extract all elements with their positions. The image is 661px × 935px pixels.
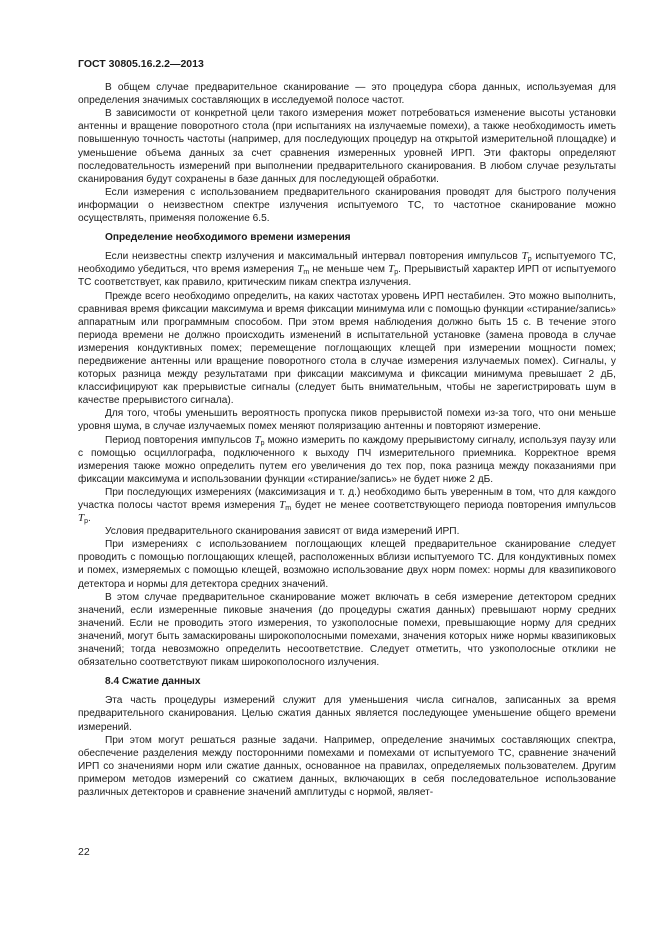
symbol: T	[521, 250, 528, 263]
document-page	[78, 58, 616, 799]
symbol: T	[279, 499, 286, 511]
paragraph: Для того, чтобы уменьшить вероятность пропуска пиков прерывистой помехи из-за того, что они меньше уровня шума, в случае излучаемых помех меняют поляризацию антенны и повторяют измерение.	[78, 408, 616, 433]
symbol: T	[78, 512, 85, 525]
paragraph: В зависимости от конкретной цели такого измерения может потребоваться изменение высоты установки антенны и вращение поворотного стола (при испытаниях на излучаемые помехи), а также необходимость иметь повышенную точность частоты (например, для последующих процедур на открытой измерительной площадке) и уменьшение объема данных за счет сравнения измеренных уровней ИРП. Эти факторы определяют последовательность измерений при выполнении предварительного сканирования. В любом случае результаты сканирования будут сохранены в базе данных для последующей обработки.	[78, 108, 616, 185]
section-heading: 8.4 Сжатие данных	[105, 676, 201, 688]
document-header: ГОСТ 30805.16.2.2—2013	[78, 58, 204, 70]
paragraph: При измерениях с использованием поглощающих клещей предварительное сканирование следует проводить с помощью поглощающих клещей, расположенных вблизи испытуемого ТС. Для кондуктивных помех и помех, измеряемых с помощью клещей, возможно использование двух норм помех: нормы для квазипикового детектора и нормы для детектора средних значений.	[78, 539, 616, 590]
paragraph: Если неизвестны спектр излучения и максимальный интервал повторения импульсов $T_p$ испытуемого ТС, необходимо убедиться, что время измерения $T_m$ не меньше чем $T_p$. Прерывистый характер ИРП от испытуемого ТС соответствует, как правило, критическим пикам спектра излучения.	[78, 250, 616, 289]
page-number: 22	[78, 846, 90, 858]
paragraph: Период повторения импульсов $T_p$ можно измерить по каждому прерывистому сигналу, используя паузу или с помощью осциллографа, подключенного к выходу ПЧ измерительного приемника. Корректное время измерения также можно определить путем его увеличения до тех пор, пока разница между показаниями при фиксации максимума и использовании функции «стирание/запись» не будет ниже 2 дБ.	[78, 433, 616, 485]
paragraph: В этом случае предварительное сканирование может включать в себя измерение детектором средних значений, если измеренные пиковые значения (до процедуры сжатия данных) превышают норму средних значений. Если не проводить этого измерения, то узкополосные помехи, превышающие норму для средних значений, могут быть замаскированы широкополосными помехами, значения которых ниже нормы квазипиковых значений; тогда невозможно определить несоответствие. Следует отметить, что узкополосные отклики не обязательно соответствуют пикам широкополосного излучения.	[78, 591, 616, 669]
paragraph: Прежде всего необходимо определить, на каких частотах уровень ИРП нестабилен. Это можно выполнить, сравнивая время фиксации максимума и время фиксации минимума или с помощью функции «стирание/запись» аппаратным или программным способом. При этом время наблюдения должно быть 15 с. В течение этого периода времени не должно происходить изменений в испытательной установке (замена провода в случае измерения кондуктивных помех; перемещение поглощающих клещей при измерении мощности помех; передвижение антенны или вращение поворотного стола в случае измерения излучаемых помех). Сигналы, у которых разница между результатами при фиксации максимума и фиксации минимума превышает 2 дБ, классифицируют как прерывистые сигналы (следует быть внимательным, чтобы не зарегистрировать шум в качестве прерывистого сигнала).	[78, 290, 616, 407]
paragraph: Эта часть процедуры измерений служит для уменьшения числа сигналов, записанных за время предварительного сканирования. Целью сжатия данных является последующее уменьшение общего времени измерений.	[78, 695, 616, 733]
paragraph: Если измерения с использованием предварительного сканирования проводят для быстрого получения информации о неизвестном спектре излучения испытуемого ТС, то частотное сканирование можно осуществлять, применяя положение 6.5.	[78, 186, 616, 225]
section-heading: Определение необходимого времени измерения	[105, 232, 351, 244]
paragraph: В общем случае предварительное сканирование — это процедура сбора данных, используемая для определения значимых составляющих в исследуемой полосе частот.	[78, 82, 616, 107]
symbol: T	[297, 263, 304, 276]
paragraph: При этом могут решаться разные задачи. Например, определение значимых составляющих спектра, обеспечение разделения между посторонними помехами и помехами от испытуемого ТС, сравнение значений ИРП со значениями норм или сжатие данных, основанное на правилах, определяемых пользователем. Другим примером методов измерений со сжатием данных, включающих в себя последовательное использование различных детекторов и сравнение значений амплитуды с нормой, являет-	[78, 734, 616, 798]
symbol: T	[254, 433, 261, 446]
symbol: T	[388, 263, 395, 276]
paragraph: Условия предварительного сканирования зависят от вида измерений ИРП.	[105, 526, 460, 538]
paragraph: При последующих измерениях (максимизация и т. д.) необходимо быть уверенным в том, что для каждого участка полосы частот время измерения $T_m$ будет не менее соответствующего периода повторения импульсов $T_p$.	[78, 486, 616, 526]
